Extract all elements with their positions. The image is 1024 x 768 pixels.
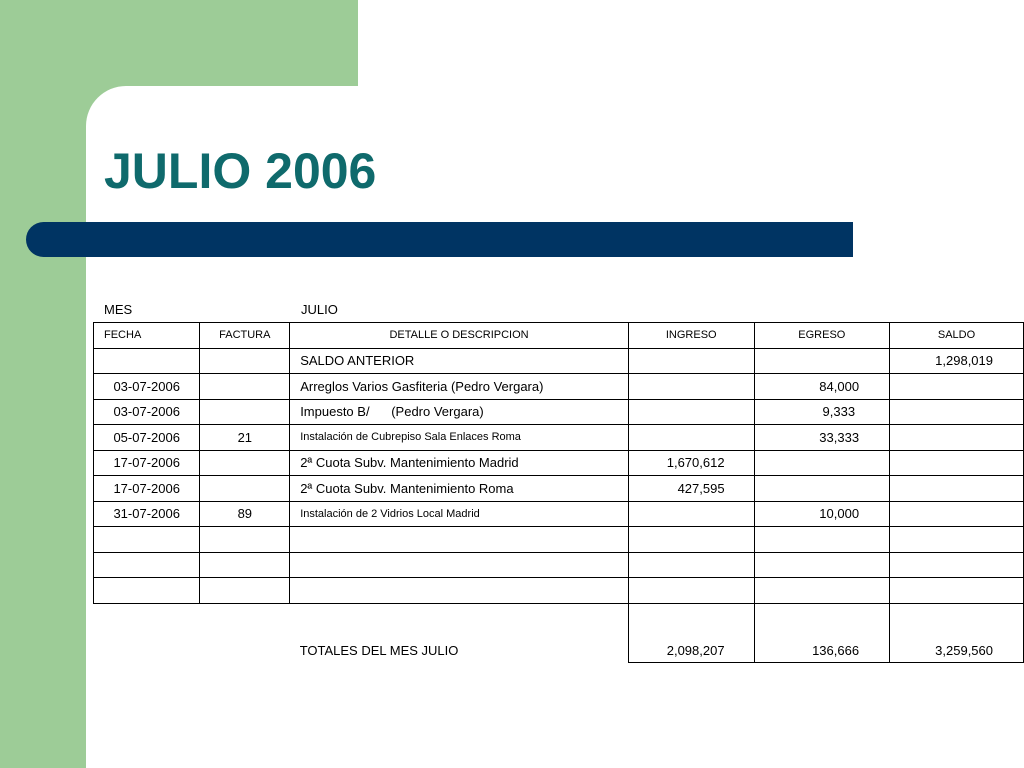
cell-detalle [290, 527, 629, 553]
cell-ingreso [628, 374, 754, 400]
mes-label: MES [104, 302, 133, 317]
cell-saldo: 1,298,019 [890, 348, 1024, 374]
table-row [94, 450, 1024, 476]
cell-saldo [890, 374, 1024, 400]
cell-detalle: 2ª Cuota Subv. Mantenimiento Roma [290, 476, 629, 502]
table-row [94, 552, 1024, 578]
col-header-fecha: FECHA [94, 323, 200, 349]
cell-egreso: 9,333 [754, 399, 889, 425]
totals-label: TOTALES DEL MES JULIO [290, 603, 629, 662]
cell-ingreso [628, 527, 754, 553]
table-row [94, 374, 1024, 400]
cell-saldo [890, 527, 1024, 553]
cell-egreso [754, 348, 889, 374]
cell-ingreso: 1,670,612 [628, 450, 754, 476]
cell-detalle [290, 552, 629, 578]
cell-detalle [290, 578, 629, 604]
col-header-detalle: DETALLE O DESCRIPCION [290, 323, 629, 349]
cell-fecha: 17-07-2006 [94, 450, 200, 476]
cell-egreso: 10,000 [754, 501, 889, 527]
col-header-ingreso: INGRESO [628, 323, 754, 349]
cell-ingreso [628, 425, 754, 451]
cell-detalle: 2ª Cuota Subv. Mantenimiento Madrid [290, 450, 629, 476]
cell-detalle: SALDO ANTERIOR [290, 348, 629, 374]
table-row [94, 399, 1024, 425]
totals-saldo: 3,259,560 [890, 603, 1024, 662]
totals-egreso: 136,666 [754, 603, 889, 662]
cell-egreso [754, 552, 889, 578]
cell-egreso [754, 578, 889, 604]
table-header-row [94, 323, 1024, 349]
cell-factura [200, 450, 290, 476]
table-row [94, 527, 1024, 553]
cell-factura [200, 552, 290, 578]
cell-fecha [94, 348, 200, 374]
cell-saldo [890, 425, 1024, 451]
cell-detalle: Impuesto B/ (Pedro Vergara) [290, 399, 629, 425]
cell-factura [200, 527, 290, 553]
table-row [94, 578, 1024, 604]
cell-fecha [94, 527, 200, 553]
cell-fecha: 03-07-2006 [94, 399, 200, 425]
cell-fecha: 17-07-2006 [94, 476, 200, 502]
cell-ingreso [628, 399, 754, 425]
cell-ingreso: 427,595 [628, 476, 754, 502]
cell-factura [200, 578, 290, 604]
cell-saldo [890, 476, 1024, 502]
cell-fecha [94, 552, 200, 578]
cell-ingreso [628, 501, 754, 527]
totals-spacer [94, 603, 200, 662]
mes-value: JULIO [301, 302, 338, 317]
cell-egreso [754, 450, 889, 476]
cell-egreso [754, 527, 889, 553]
cell-saldo [890, 578, 1024, 604]
table-row [94, 425, 1024, 451]
cell-factura [200, 374, 290, 400]
cell-fecha: 31-07-2006 [94, 501, 200, 527]
title-underline-bar [26, 222, 853, 257]
cell-egreso [754, 476, 889, 502]
totals-spacer [200, 603, 290, 662]
totals-ingreso: 2,098,207 [628, 603, 754, 662]
cell-saldo [890, 501, 1024, 527]
cell-factura [200, 399, 290, 425]
cell-ingreso [628, 552, 754, 578]
slide-title: JULIO 2006 [104, 143, 377, 199]
ledger-table [93, 322, 1024, 663]
col-header-saldo: SALDO [890, 323, 1024, 349]
cell-fecha [94, 578, 200, 604]
cell-saldo [890, 552, 1024, 578]
cell-detalle: Instalación de 2 Vidrios Local Madrid [290, 501, 629, 527]
cell-factura: 21 [200, 425, 290, 451]
cell-factura: 89 [200, 501, 290, 527]
table-row [94, 348, 1024, 374]
cell-fecha: 05-07-2006 [94, 425, 200, 451]
cell-egreso: 84,000 [754, 374, 889, 400]
cell-factura [200, 476, 290, 502]
cell-ingreso [628, 578, 754, 604]
col-header-egreso: EGRESO [754, 323, 889, 349]
cell-factura [200, 348, 290, 374]
cell-fecha: 03-07-2006 [94, 374, 200, 400]
cell-ingreso [628, 348, 754, 374]
slide-top-background [358, 0, 1024, 90]
cell-detalle: Instalación de Cubrepiso Sala Enlaces Roma [290, 425, 629, 451]
totals-row [94, 603, 1024, 662]
cell-egreso: 33,333 [754, 425, 889, 451]
cell-saldo [890, 450, 1024, 476]
cell-saldo [890, 399, 1024, 425]
table-row [94, 476, 1024, 502]
cell-detalle: Arreglos Varios Gasfiteria (Pedro Vergara) [290, 374, 629, 400]
table-row [94, 501, 1024, 527]
col-header-factura: FACTURA [200, 323, 290, 349]
